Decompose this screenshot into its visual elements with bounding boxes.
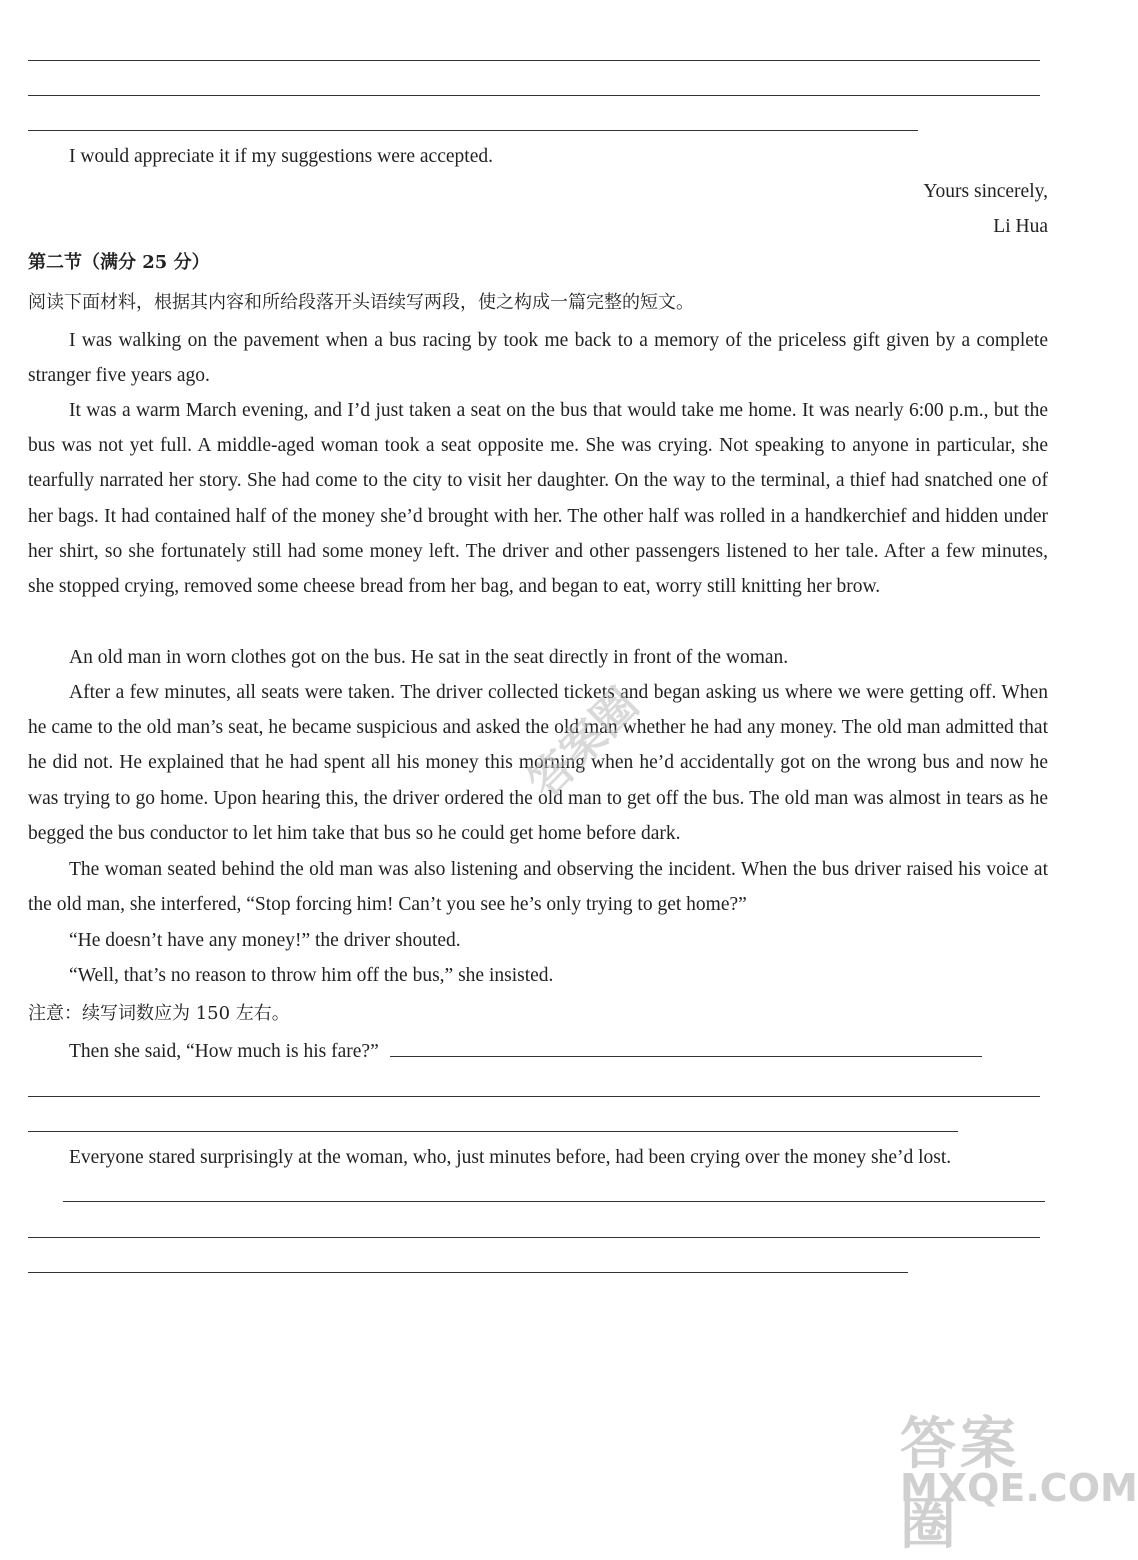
answer-line xyxy=(28,95,1040,96)
story-paragraph-7: “Well, that’s no reason to throw him off the bus,” she insisted. xyxy=(69,965,554,986)
watermark-stamp: 答案圈 xyxy=(519,679,649,809)
continuation-prompt-1 xyxy=(69,1034,982,1069)
section-instruction: 阅读下面材料，根据其内容和所给段落开头语续写两段，使之构成一篇完整的短文。 xyxy=(28,292,694,313)
answer-line xyxy=(28,130,918,131)
letter-signature: Li Hua xyxy=(993,216,1048,237)
word-count-note: 注意：续写词数应为 150 左右。 xyxy=(28,1003,290,1024)
story-paragraph-4: After a few minutes, all seats were taken. The driver collected tickets and began asking us where we were getting off. When he came to the old man’s seat, he became suspicious and asked the old man whether he had any money. The old man admitted that he did not. He explained that he had spent all his money this morning when he’d accidentally got on the wrong bus and now he was trying to go home. Upon hearing this, the driver ordered the old man to get off the bus. The old man was almost in tears as he begged the bus conductor to let him take that bus so he could get home before dark. xyxy=(28,682,1048,844)
story-paragraph-6: “He doesn’t have any money!” the driver shouted. xyxy=(69,930,461,951)
story-paragraph-3: An old man in worn clothes got on the bus. He sat in the seat directly in front of the woman. xyxy=(69,647,789,668)
section-heading: 第二节（满分 25 分） xyxy=(28,252,210,273)
story-paragraph-1: I was walking on the pavement when a bus racing by took me back to a memory of the priceless gift given by a complete stranger five years ago. xyxy=(28,330,1048,387)
answer-line xyxy=(28,1096,1040,1097)
continuation-prompt-2: Everyone stared surprisingly at the woman, who, just minutes before, had been crying over the money she’d lost. xyxy=(69,1147,952,1168)
letter-signoff: Yours sincerely, xyxy=(923,181,1048,202)
answer-line xyxy=(28,1237,1040,1238)
logo-mark: 答案圈 xyxy=(900,1412,1020,1557)
story-paragraph-2: It was a warm March evening, and I’d just taken a seat on the bus that would take me home. It was nearly 6:00 p.m., but the bus was not yet full. A middle-aged woman took a seat opposite me. She was crying. Not speaking to anyone in particular, she tearfully narrated her story. She had come to the city to visit her daughter. On the way to the terminal, a thief had snatched one of her bags. It had contained half of the money she’d brought with her. The other half was rolled in a handkerchief and hidden under her shirt, so she fortunately still had some money left. The driver and other passengers listened to her tale. After a few minutes, she stopped crying, removed some cheese bread from her bag, and began to eat, worry still knitting her brow. xyxy=(28,400,1048,598)
answer-line xyxy=(390,1055,982,1057)
prompt-1-text: Then she said, “How much is his fare?” xyxy=(69,1041,379,1062)
answer-line xyxy=(28,1272,908,1273)
answer-line xyxy=(28,60,1040,61)
answer-line xyxy=(28,1131,958,1132)
answer-line xyxy=(63,1201,1045,1202)
story-paragraph-5: The woman seated behind the old man was also listening and observing the incident. When the bus driver raised his voice at the old man, she interfered, “Stop forcing him! Can’t you see he’s only trying to get home?” xyxy=(28,859,1048,916)
letter-closing-line: I would appreciate it if my suggestions were accepted. xyxy=(69,146,493,167)
site-logo xyxy=(900,1400,1138,1557)
logo-domain: MXQE.COM xyxy=(900,1466,1138,1510)
